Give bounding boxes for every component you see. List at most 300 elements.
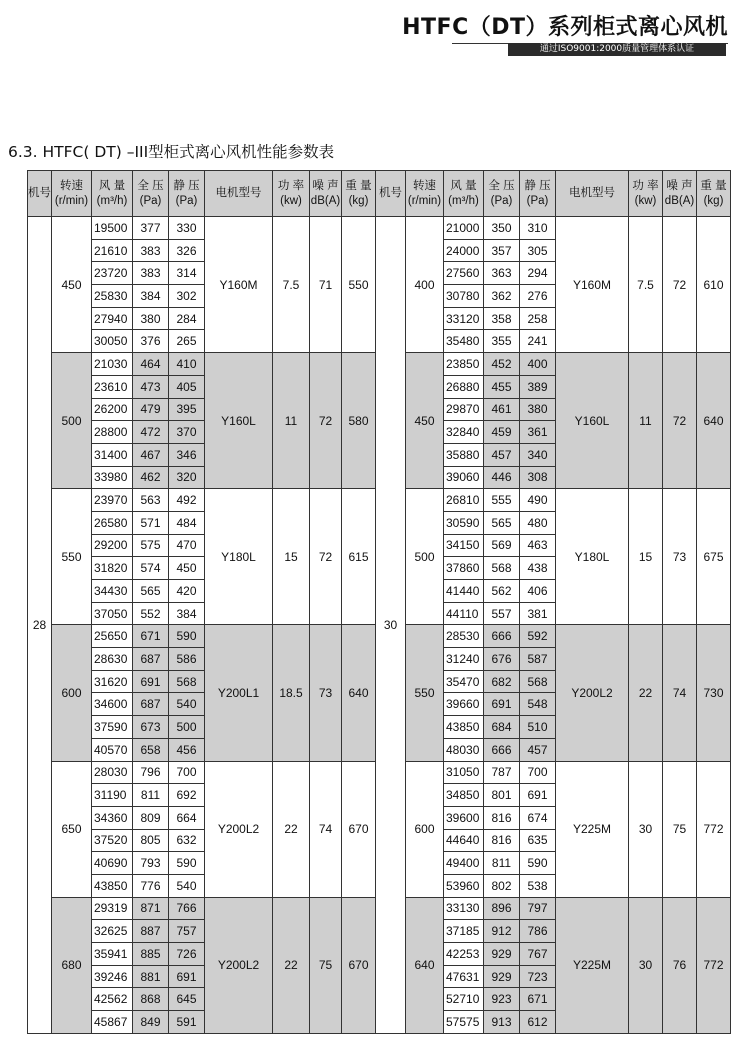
airflow-cell: 32625: [92, 920, 133, 943]
document-title: HTFC（DT）系列柜式离心风机: [402, 15, 728, 40]
airflow-cell: 21610: [92, 239, 133, 262]
total-pressure-cell: 565: [133, 580, 169, 603]
total-pressure-cell: 881: [133, 965, 169, 988]
motor-cell: Y200L2: [205, 761, 273, 897]
motor-cell: Y225M: [556, 761, 629, 897]
static-pressure-cell: 370: [169, 421, 205, 444]
static-pressure-cell: 510: [520, 716, 556, 739]
total-pressure-cell: 358: [484, 307, 520, 330]
col-machine-no: 机号: [28, 171, 52, 217]
total-pressure-cell: 563: [133, 489, 169, 512]
speed-cell: 640: [406, 897, 444, 1033]
noise-cell: 75: [310, 897, 342, 1033]
airflow-cell: 40570: [92, 738, 133, 761]
total-pressure-cell: 796: [133, 761, 169, 784]
total-pressure-cell: 464: [133, 353, 169, 376]
airflow-cell: 26200: [92, 398, 133, 421]
total-pressure-cell: 350: [484, 217, 520, 240]
airflow-cell: 34360: [92, 806, 133, 829]
total-pressure-cell: 363: [484, 262, 520, 285]
static-pressure-cell: 590: [169, 852, 205, 875]
airflow-cell: 37520: [92, 829, 133, 852]
static-pressure-cell: 258: [520, 307, 556, 330]
static-pressure-cell: 361: [520, 421, 556, 444]
static-pressure-cell: 568: [520, 670, 556, 693]
total-pressure-cell: 384: [133, 285, 169, 308]
static-pressure-cell: 380: [520, 398, 556, 421]
static-pressure-cell: 302: [169, 285, 205, 308]
airflow-cell: 19500: [92, 217, 133, 240]
power-cell: 22: [273, 761, 310, 897]
weight-cell: 670: [342, 761, 376, 897]
airflow-cell: 47631: [444, 965, 484, 988]
machine-no-cell: 28: [28, 217, 52, 1034]
total-pressure-cell: 459: [484, 421, 520, 444]
total-pressure-cell: 473: [133, 375, 169, 398]
table-row: [376, 625, 731, 648]
airflow-cell: 34430: [92, 580, 133, 603]
col-noise: 噪 声 dB(A): [663, 171, 697, 217]
total-pressure-cell: 574: [133, 557, 169, 580]
total-pressure-cell: 776: [133, 874, 169, 897]
static-pressure-cell: 276: [520, 285, 556, 308]
power-cell: 7.5: [273, 217, 310, 353]
col-weight: 重 量 (kg): [697, 171, 731, 217]
col-motor: 电机型号: [556, 171, 629, 217]
col-airflow: 风 量 (m³/h): [92, 171, 133, 217]
motor-cell: Y160M: [556, 217, 629, 353]
total-pressure-cell: 575: [133, 534, 169, 557]
power-cell: 7.5: [629, 217, 663, 353]
static-pressure-cell: 438: [520, 557, 556, 580]
airflow-cell: 43850: [444, 716, 484, 739]
static-pressure-cell: 726: [169, 943, 205, 966]
col-noise: 噪 声 dB(A): [310, 171, 342, 217]
total-pressure-cell: 377: [133, 217, 169, 240]
noise-cell: 73: [663, 489, 697, 625]
total-pressure-cell: 455: [484, 375, 520, 398]
static-pressure-cell: 691: [520, 784, 556, 807]
static-pressure-cell: 326: [169, 239, 205, 262]
static-pressure-cell: 484: [169, 511, 205, 534]
airflow-cell: 31190: [92, 784, 133, 807]
airflow-cell: 27560: [444, 262, 484, 285]
airflow-cell: 25830: [92, 285, 133, 308]
airflow-cell: 26880: [444, 375, 484, 398]
total-pressure-cell: 802: [484, 874, 520, 897]
airflow-cell: 39060: [444, 466, 484, 489]
static-pressure-cell: 410: [169, 353, 205, 376]
static-pressure-cell: 540: [169, 693, 205, 716]
total-pressure-cell: 562: [484, 580, 520, 603]
total-pressure-cell: 816: [484, 829, 520, 852]
airflow-cell: 23970: [92, 489, 133, 512]
noise-cell: 74: [663, 625, 697, 761]
total-pressure-cell: 462: [133, 466, 169, 489]
table-row: [28, 353, 376, 376]
static-pressure-cell: 645: [169, 988, 205, 1011]
airflow-cell: 34600: [92, 693, 133, 716]
weight-cell: 550: [342, 217, 376, 353]
static-pressure-cell: 700: [169, 761, 205, 784]
total-pressure-cell: 565: [484, 511, 520, 534]
static-pressure-cell: 284: [169, 307, 205, 330]
total-pressure-cell: 787: [484, 761, 520, 784]
total-pressure-cell: 552: [133, 602, 169, 625]
total-pressure-cell: 887: [133, 920, 169, 943]
total-pressure-cell: 929: [484, 943, 520, 966]
airflow-cell: 37590: [92, 716, 133, 739]
airflow-cell: 26810: [444, 489, 484, 512]
total-pressure-cell: 457: [484, 443, 520, 466]
airflow-cell: 44640: [444, 829, 484, 852]
table-row: [28, 489, 376, 512]
static-pressure-cell: 500: [169, 716, 205, 739]
total-pressure-cell: 816: [484, 806, 520, 829]
airflow-cell: 31050: [444, 761, 484, 784]
motor-cell: Y180L: [556, 489, 629, 625]
total-pressure-cell: 684: [484, 716, 520, 739]
noise-cell: 74: [310, 761, 342, 897]
static-pressure-cell: 700: [520, 761, 556, 784]
static-pressure-cell: 480: [520, 511, 556, 534]
noise-cell: 72: [310, 353, 342, 489]
total-pressure-cell: 871: [133, 897, 169, 920]
col-weight: 重 量 (kg): [342, 171, 376, 217]
speed-cell: 500: [52, 353, 92, 489]
noise-cell: 76: [663, 897, 697, 1033]
weight-cell: 730: [697, 625, 731, 761]
total-pressure-cell: 472: [133, 421, 169, 444]
airflow-cell: 33120: [444, 307, 484, 330]
static-pressure-cell: 463: [520, 534, 556, 557]
static-pressure-cell: 400: [520, 353, 556, 376]
airflow-cell: 31620: [92, 670, 133, 693]
total-pressure-cell: 805: [133, 829, 169, 852]
static-pressure-cell: 590: [169, 625, 205, 648]
col-speed: 转速 (r/min): [52, 171, 92, 217]
static-pressure-cell: 635: [520, 829, 556, 852]
airflow-cell: 31820: [92, 557, 133, 580]
static-pressure-cell: 384: [169, 602, 205, 625]
airflow-cell: 25650: [92, 625, 133, 648]
static-pressure-cell: 691: [169, 965, 205, 988]
total-pressure-cell: 452: [484, 353, 520, 376]
airflow-cell: 23610: [92, 375, 133, 398]
total-pressure-cell: 362: [484, 285, 520, 308]
total-pressure-cell: 467: [133, 443, 169, 466]
table-row: [376, 353, 731, 376]
total-pressure-cell: 380: [133, 307, 169, 330]
static-pressure-cell: 340: [520, 443, 556, 466]
table-row: [376, 489, 731, 512]
total-pressure-cell: 849: [133, 1011, 169, 1034]
col-motor: 电机型号: [205, 171, 273, 217]
table-header-row: [376, 171, 731, 217]
airflow-cell: 35480: [444, 330, 484, 353]
total-pressure-cell: 868: [133, 988, 169, 1011]
table-header-row: [28, 171, 376, 217]
speed-cell: 400: [406, 217, 444, 353]
airflow-cell: 42253: [444, 943, 484, 966]
noise-cell: 72: [310, 489, 342, 625]
static-pressure-cell: 330: [169, 217, 205, 240]
section-title: 6.3. HTFC( DT) –III型柜式离心风机性能参数表: [8, 143, 335, 161]
speed-cell: 680: [52, 897, 92, 1033]
total-pressure-cell: 376: [133, 330, 169, 353]
static-pressure-cell: 395: [169, 398, 205, 421]
airflow-cell: 24000: [444, 239, 484, 262]
static-pressure-cell: 265: [169, 330, 205, 353]
performance-table-30: [375, 170, 731, 1034]
power-cell: 18.5: [273, 625, 310, 761]
airflow-cell: 39600: [444, 806, 484, 829]
table-row: [28, 217, 376, 240]
static-pressure-cell: 457: [520, 738, 556, 761]
airflow-cell: 31400: [92, 443, 133, 466]
static-pressure-cell: 674: [520, 806, 556, 829]
table-row: [376, 761, 731, 784]
static-pressure-cell: 420: [169, 580, 205, 603]
noise-cell: 72: [663, 217, 697, 353]
airflow-cell: 49400: [444, 852, 484, 875]
motor-cell: Y200L1: [205, 625, 273, 761]
speed-cell: 550: [406, 625, 444, 761]
col-static-pressure: 静 压 (Pa): [520, 171, 556, 217]
static-pressure-cell: 320: [169, 466, 205, 489]
airflow-cell: 30780: [444, 285, 484, 308]
static-pressure-cell: 294: [520, 262, 556, 285]
power-cell: 22: [629, 625, 663, 761]
total-pressure-cell: 569: [484, 534, 520, 557]
motor-cell: Y225M: [556, 897, 629, 1033]
static-pressure-cell: 241: [520, 330, 556, 353]
machine-no-cell: 30: [376, 217, 406, 1034]
airflow-cell: 28800: [92, 421, 133, 444]
speed-cell: 650: [52, 761, 92, 897]
airflow-cell: 41440: [444, 580, 484, 603]
weight-cell: 675: [697, 489, 731, 625]
static-pressure-cell: 586: [169, 648, 205, 671]
col-total-pressure: 全 压 (Pa): [484, 171, 520, 217]
static-pressure-cell: 664: [169, 806, 205, 829]
airflow-cell: 35880: [444, 443, 484, 466]
static-pressure-cell: 381: [520, 602, 556, 625]
static-pressure-cell: 406: [520, 580, 556, 603]
motor-cell: Y200L2: [556, 625, 629, 761]
static-pressure-cell: 346: [169, 443, 205, 466]
table-row: [28, 761, 376, 784]
airflow-cell: 45867: [92, 1011, 133, 1034]
static-pressure-cell: 389: [520, 375, 556, 398]
airflow-cell: 52710: [444, 988, 484, 1011]
total-pressure-cell: 687: [133, 648, 169, 671]
airflow-cell: 29200: [92, 534, 133, 557]
total-pressure-cell: 793: [133, 852, 169, 875]
total-pressure-cell: 811: [484, 852, 520, 875]
airflow-cell: 32840: [444, 421, 484, 444]
total-pressure-cell: 446: [484, 466, 520, 489]
airflow-cell: 21030: [92, 353, 133, 376]
total-pressure-cell: 571: [133, 511, 169, 534]
total-pressure-cell: 666: [484, 625, 520, 648]
total-pressure-cell: 913: [484, 1011, 520, 1034]
total-pressure-cell: 809: [133, 806, 169, 829]
power-cell: 11: [629, 353, 663, 489]
weight-cell: 640: [697, 353, 731, 489]
static-pressure-cell: 797: [520, 897, 556, 920]
airflow-cell: 40690: [92, 852, 133, 875]
total-pressure-cell: 383: [133, 239, 169, 262]
static-pressure-cell: 492: [169, 489, 205, 512]
airflow-cell: 29870: [444, 398, 484, 421]
total-pressure-cell: 923: [484, 988, 520, 1011]
weight-cell: 580: [342, 353, 376, 489]
total-pressure-cell: 557: [484, 602, 520, 625]
static-pressure-cell: 592: [520, 625, 556, 648]
total-pressure-cell: 671: [133, 625, 169, 648]
static-pressure-cell: 766: [169, 897, 205, 920]
airflow-cell: 35941: [92, 943, 133, 966]
airflow-cell: 57575: [444, 1011, 484, 1034]
static-pressure-cell: 587: [520, 648, 556, 671]
total-pressure-cell: 479: [133, 398, 169, 421]
static-pressure-cell: 590: [520, 852, 556, 875]
airflow-cell: 30050: [92, 330, 133, 353]
airflow-cell: 37860: [444, 557, 484, 580]
power-cell: 30: [629, 897, 663, 1033]
static-pressure-cell: 308: [520, 466, 556, 489]
static-pressure-cell: 632: [169, 829, 205, 852]
static-pressure-cell: 305: [520, 239, 556, 262]
static-pressure-cell: 314: [169, 262, 205, 285]
static-pressure-cell: 548: [520, 693, 556, 716]
power-cell: 15: [629, 489, 663, 625]
table-row: [28, 625, 376, 648]
speed-cell: 600: [406, 761, 444, 897]
weight-cell: 640: [342, 625, 376, 761]
airflow-cell: 21000: [444, 217, 484, 240]
noise-cell: 71: [310, 217, 342, 353]
col-total-pressure: 全 压 (Pa): [133, 171, 169, 217]
total-pressure-cell: 673: [133, 716, 169, 739]
power-cell: 22: [273, 897, 310, 1033]
static-pressure-cell: 310: [520, 217, 556, 240]
airflow-cell: 23720: [92, 262, 133, 285]
total-pressure-cell: 383: [133, 262, 169, 285]
total-pressure-cell: 929: [484, 965, 520, 988]
col-static-pressure: 静 压 (Pa): [169, 171, 205, 217]
total-pressure-cell: 885: [133, 943, 169, 966]
airflow-cell: 28630: [92, 648, 133, 671]
noise-cell: 72: [663, 353, 697, 489]
airflow-cell: 37050: [92, 602, 133, 625]
motor-cell: Y200L2: [205, 897, 273, 1033]
weight-cell: 772: [697, 761, 731, 897]
airflow-cell: 35470: [444, 670, 484, 693]
performance-table-28: [27, 170, 376, 1034]
airflow-cell: 33980: [92, 466, 133, 489]
airflow-cell: 34150: [444, 534, 484, 557]
static-pressure-cell: 692: [169, 784, 205, 807]
col-power: 功 率 (kw): [273, 171, 310, 217]
airflow-cell: 33130: [444, 897, 484, 920]
total-pressure-cell: 691: [484, 693, 520, 716]
speed-cell: 600: [52, 625, 92, 761]
weight-cell: 670: [342, 897, 376, 1033]
col-airflow: 风 量 (m³/h): [444, 171, 484, 217]
power-cell: 11: [273, 353, 310, 489]
motor-cell: Y180L: [205, 489, 273, 625]
total-pressure-cell: 811: [133, 784, 169, 807]
static-pressure-cell: 612: [520, 1011, 556, 1034]
static-pressure-cell: 450: [169, 557, 205, 580]
airflow-cell: 44110: [444, 602, 484, 625]
static-pressure-cell: 786: [520, 920, 556, 943]
total-pressure-cell: 687: [133, 693, 169, 716]
static-pressure-cell: 767: [520, 943, 556, 966]
airflow-cell: 39246: [92, 965, 133, 988]
static-pressure-cell: 723: [520, 965, 556, 988]
airflow-cell: 39660: [444, 693, 484, 716]
weight-cell: 772: [697, 897, 731, 1033]
total-pressure-cell: 666: [484, 738, 520, 761]
airflow-cell: 48030: [444, 738, 484, 761]
total-pressure-cell: 555: [484, 489, 520, 512]
total-pressure-cell: 801: [484, 784, 520, 807]
total-pressure-cell: 355: [484, 330, 520, 353]
airflow-cell: 42562: [92, 988, 133, 1011]
airflow-cell: 28030: [92, 761, 133, 784]
total-pressure-cell: 682: [484, 670, 520, 693]
total-pressure-cell: 461: [484, 398, 520, 421]
static-pressure-cell: 490: [520, 489, 556, 512]
col-machine-no: 机号: [376, 171, 406, 217]
total-pressure-cell: 896: [484, 897, 520, 920]
static-pressure-cell: 470: [169, 534, 205, 557]
static-pressure-cell: 538: [520, 874, 556, 897]
certification-banner: 通过ISO9001:2000质量管理体系认证: [508, 43, 726, 56]
static-pressure-cell: 757: [169, 920, 205, 943]
power-cell: 15: [273, 489, 310, 625]
airflow-cell: 34850: [444, 784, 484, 807]
airflow-cell: 26580: [92, 511, 133, 534]
speed-cell: 450: [52, 217, 92, 353]
total-pressure-cell: 568: [484, 557, 520, 580]
noise-cell: 75: [663, 761, 697, 897]
weight-cell: 615: [342, 489, 376, 625]
static-pressure-cell: 568: [169, 670, 205, 693]
airflow-cell: 30590: [444, 511, 484, 534]
airflow-cell: 28530: [444, 625, 484, 648]
airflow-cell: 31240: [444, 648, 484, 671]
speed-cell: 450: [406, 353, 444, 489]
total-pressure-cell: 691: [133, 670, 169, 693]
static-pressure-cell: 540: [169, 874, 205, 897]
total-pressure-cell: 357: [484, 239, 520, 262]
airflow-cell: 27940: [92, 307, 133, 330]
static-pressure-cell: 456: [169, 738, 205, 761]
col-speed: 转速 (r/min): [406, 171, 444, 217]
speed-cell: 500: [406, 489, 444, 625]
total-pressure-cell: 676: [484, 648, 520, 671]
motor-cell: Y160L: [556, 353, 629, 489]
noise-cell: 73: [310, 625, 342, 761]
table-row: [28, 897, 376, 920]
motor-cell: Y160M: [205, 217, 273, 353]
weight-cell: 610: [697, 217, 731, 353]
airflow-cell: 29319: [92, 897, 133, 920]
